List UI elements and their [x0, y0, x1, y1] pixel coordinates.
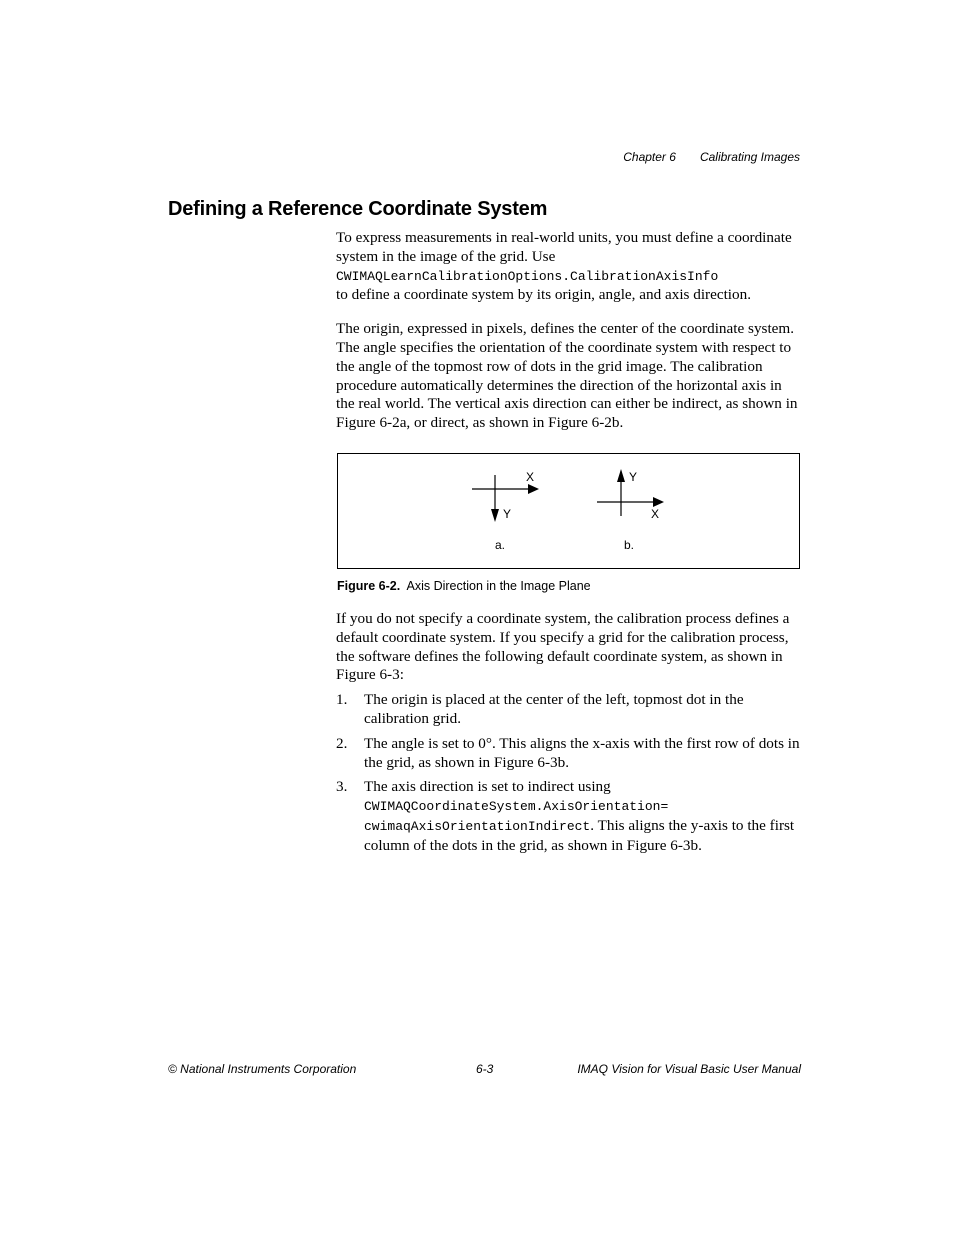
figure-number: Figure 6-2.	[337, 579, 401, 593]
diagram-b-y-arrow	[617, 469, 625, 482]
list-item-number: 2.	[336, 734, 348, 752]
code-axis-orientation-indirect: cwimaqAxisOrientationIndirect	[364, 818, 591, 834]
diagram-a	[472, 470, 539, 552]
footer-copyright: © National Instruments Corporation	[168, 1062, 357, 1076]
axis-diagram	[338, 454, 799, 568]
diagram-b-caption: b.	[624, 538, 635, 552]
paragraph-2: The origin, expressed in pixels, defines the center of the coordinate system. The angle specifies the orientation of the coordinate system with respect to the angle of the topmost row of dots in the grid image. The calibration procedure automatically determines the direction of the horizontal axis in the real world. The vertical axis direction can either be indirect, as shown in Figure 6-2a, or direct, as shown in Figure 6-2b.	[336, 320, 798, 432]
list-item-text-b: . This aligns the y-axis to the first column of the dots in the grid, as shown in Figure 6-3b.	[364, 816, 795, 854]
figure-box	[337, 453, 800, 569]
list-item-text: The angle is set to 0°. This aligns the x-axis with the first row of dots in the grid, as shown in Figure 6-3b.	[364, 734, 800, 771]
running-header	[623, 150, 800, 164]
paragraph-1-text-b: to define a coordinate system by its origin, angle, and axis direction.	[336, 286, 752, 304]
figure-title: Axis Direction in the Image Plane	[406, 579, 591, 593]
diagram-b	[597, 469, 664, 552]
diagram-b-x-label: X	[651, 507, 660, 521]
default-coordinate-list	[336, 691, 802, 855]
paragraph-3: If you do not specify a coordinate system, the calibration process defines a default coordinate system. If you specify a grid for the calibration process, the software defines the following default coordinate system, as shown in Figure 6-3:	[336, 610, 790, 684]
diagram-a-x-arrow	[528, 484, 539, 494]
list-item-text	[364, 778, 802, 855]
diagram-a-y-arrow	[491, 509, 499, 522]
figure-caption	[337, 579, 591, 593]
list-item	[336, 735, 802, 773]
code-axis-orientation: CWIMAQCoordinateSystem.AxisOrientation=	[364, 799, 669, 815]
body-bottom	[336, 610, 802, 862]
code-calibration-axis-info: CWIMAQLearnCalibrationOptions.CalibrationAxisInfo	[336, 268, 719, 284]
list-item	[336, 778, 802, 855]
list-item-text-a: The axis direction is set to indirect using	[364, 778, 611, 796]
footer-page-number: 6-3	[476, 1062, 494, 1076]
diagram-a-x-label: X	[526, 470, 535, 484]
header-section: Calibrating Images	[699, 150, 800, 164]
header-chapter: Chapter 6	[623, 150, 676, 164]
body-top	[336, 229, 802, 433]
list-item	[336, 691, 802, 729]
footer-manual-title: IMAQ Vision for Visual Basic User Manual	[577, 1062, 801, 1076]
list-item-text: The origin is placed at the center of the left, topmost dot in the calibration grid.	[364, 691, 744, 727]
paragraph-1-text-a: To express measurements in real-world units, you must define a coordinate system in the image of the grid. Use	[336, 229, 792, 265]
list-item-number: 1.	[336, 691, 348, 709]
diagram-b-y-label: Y	[629, 470, 638, 484]
list-item-number: 3.	[336, 778, 348, 796]
section-title: Defining a Reference Coordinate System	[168, 198, 548, 220]
diagram-a-caption: a.	[495, 538, 506, 552]
diagram-b-x-arrow	[653, 497, 664, 507]
paragraph-1	[336, 229, 802, 305]
diagram-a-y-label: Y	[503, 507, 512, 521]
